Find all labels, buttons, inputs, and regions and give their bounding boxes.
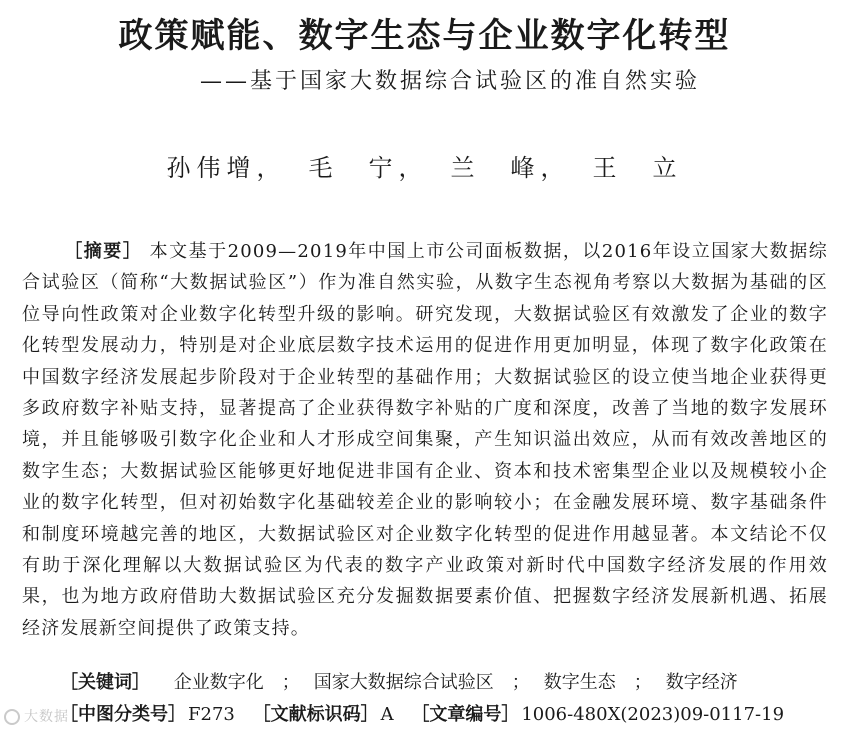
author-list xyxy=(0,150,849,186)
keyword: 企业数字化 xyxy=(173,672,264,693)
keyword: ； 数字生态 xyxy=(512,672,616,693)
doc-code-value: A xyxy=(380,704,394,725)
watermark-text: 大数据 xyxy=(24,709,69,725)
watermark-logo-icon xyxy=(4,709,20,725)
article-number-label: ［文章编号］ xyxy=(411,704,520,725)
abstract-label: ［摘要］ xyxy=(64,241,143,262)
clc-value: F273 xyxy=(188,704,235,725)
author-separator: ， xyxy=(256,154,287,182)
watermark xyxy=(4,706,69,726)
doc-code-label: ［文献标识码］ xyxy=(252,704,379,725)
author-name: 兰 峰 xyxy=(450,154,541,182)
author-separator: ， xyxy=(540,154,571,182)
author-name: 王 立 xyxy=(592,154,683,182)
author-name: 孙伟增 xyxy=(166,154,257,182)
classification-line xyxy=(60,700,840,730)
keywords-section xyxy=(60,668,840,698)
paper-title: 政策赋能、数字生态与企业数字化转型 xyxy=(118,16,731,56)
author-separator: ， xyxy=(398,154,429,182)
clc-label: ［中图分类号］ xyxy=(60,704,186,725)
article-number-value: 1006-480X(2023)09-0117-19 xyxy=(521,704,785,725)
keyword: ； 数字经济 xyxy=(634,672,738,693)
keywords-label: ［关键词］ xyxy=(60,672,150,693)
abstract-section xyxy=(22,236,828,644)
abstract-text: 本文基于2009—2019年中国上市公司面板数据，以2016年设立国家大数据综合试验区（简称“大数据试验区”）作为准自然实验，从数字生态视角考察以大数据为基础的区位导向性政策对企业数字化转型升级的影响。研究发现，大数据试验区有效激发了企业的数字化转型发展动力，特别是对企业底层数字技术运用的促进作用更加明显，体现了数字化政策在中国数字经济发展起步阶段对于企业转型的基础作用；大数据试验区的设立使当地企业获得更多政府数字补贴支持，显著提高了企业获得数字补贴的广度和深度，改善了当地的数字发展环境，并且能够吸引数字化企业和人才形成空间集聚，产生知识溢出效应，从而有效改善地区的数字生态；大数据试验区能够更好地促进非国有企业、资本和技术密集型企业以及规模较小企业的数字化转型，但对初始数字化基础较差企业的影响较小；在金融发展环境、数字基础条件和制度环境越完善的地区，大数据试验区对企业数字化转型的促进作用越显著。本文结论不仅有助于深化理解以大数据试验区为代表的数字产业政策对新时代中国数字经济发展的作用效果，也为地方政府借助大数据试验区充分发掘数据要素价值、把握数字经济发展新机遇、拓展经济发展新空间提供了政策支持。 xyxy=(22,241,828,639)
keyword: ； 国家大数据综合试验区 xyxy=(282,672,494,693)
author-name: 毛 宁 xyxy=(308,154,399,182)
paper-subtitle: ——基于国家大数据综合试验区的准自然实验 xyxy=(199,69,700,94)
